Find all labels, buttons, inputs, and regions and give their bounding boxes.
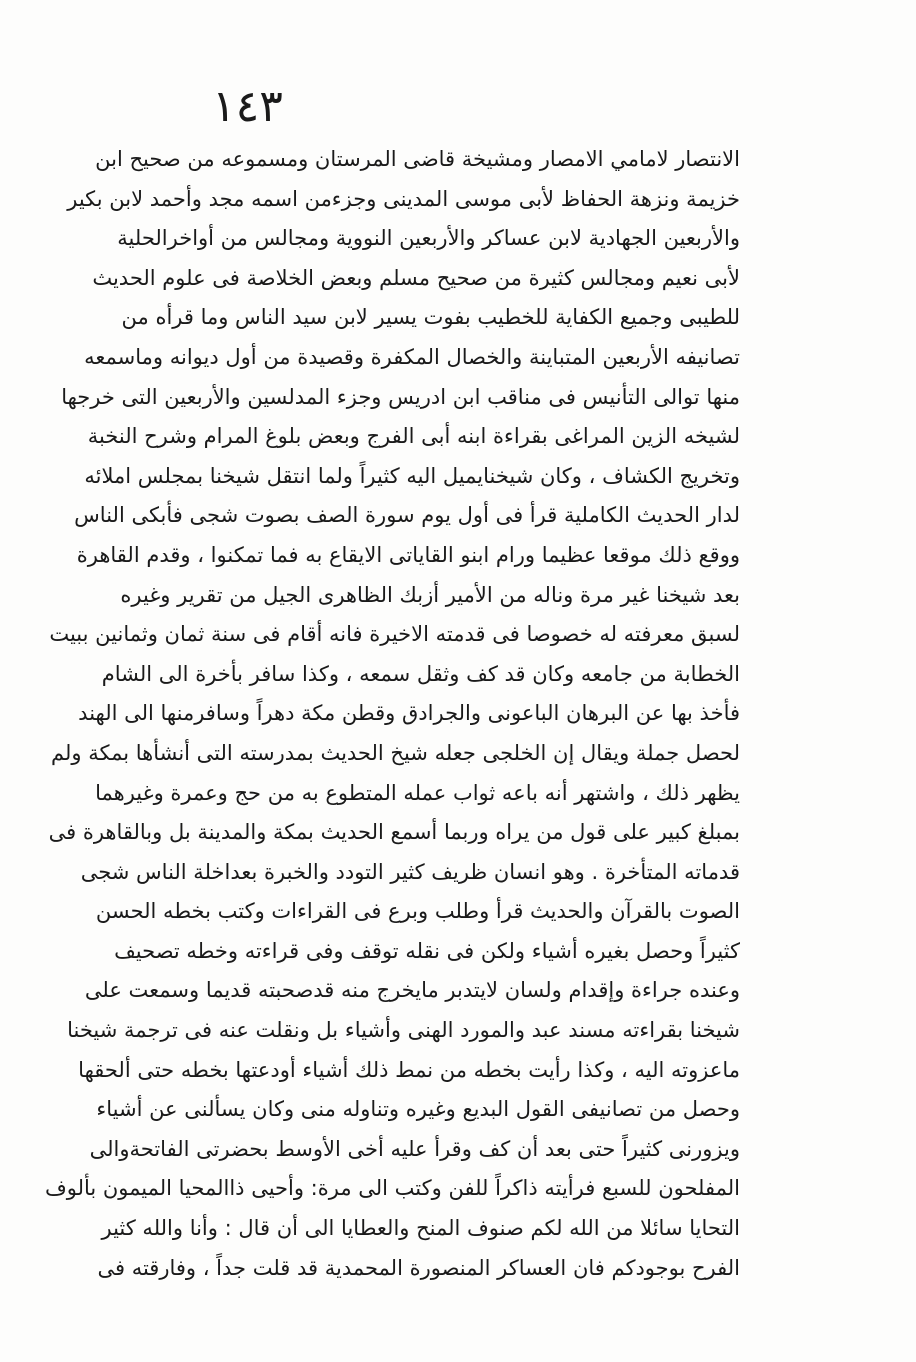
text-line: كثيراً وحصل بغيره أشياء ولكن فى نقله توقف وفى قراءته وخطه تصحيف — [114, 938, 740, 963]
body-text — [44, 140, 740, 1288]
text-line: المفلحون للسبع فرأيته ذاكراً للفن وكتب الى مرة: وأحيى ذاالمحيا الميمون بألوف — [44, 1176, 740, 1201]
text-line: ووقع ذلك موقعا عظيما ورام ابنو القاياتى الايقاع به فما تمكنوا ، وقدم القاهرة — [76, 542, 740, 567]
text-line: الانتصار لامامي الامصار ومشيخة قاضى المرستان ومسموعه من صحيح ابن — [95, 147, 740, 171]
text-line: التحايا سائلا من الله لكم صنوف المنح والعطايا الى أن قال : وأنا والله كثير — [101, 1216, 740, 1241]
text-line: لأبى نعيم ومجالس كثيرة من صحيح مسلم وبعض الخلاصة فى علوم الحديث — [92, 265, 740, 290]
text-line: تصانيفه الأربعين المتباينة والخصال المكفرة وقصيدة من أول ديوانه وماسمعه — [84, 344, 740, 369]
text-line: الخطابة من جامعه وكان قد كف وثقل سمعه ، وكذا سافر بأخرة الى الشام — [101, 661, 740, 686]
text-line: وحصل من تصانيفى القول البديع وغيره وتناوله منى وكان يسألنى عن أشياء — [96, 1097, 740, 1122]
text-line: الفرح بوجودكم فان العساكر المنصورة المحمدية قد قلت جداً ، وفارقته فى — [97, 1255, 740, 1280]
page-number: ١٤٣ — [212, 81, 283, 132]
text-line: خزيمة ونزهة الحفاظ لأبى موسى المدينى وجزءمن اسمه مجد وأحمد لابن بكير — [67, 186, 740, 211]
text-line: بمبلغ كبير على قول من يراه وربما أسمع الحديث بمكة والمدينة بل وبالقاهرة فى — [48, 820, 740, 845]
text-line: ويزورنى كثيراً حتى بعد أن كف وقرأ عليه أخى الأوسط بحضرتى الفاتحةوالى — [89, 1136, 740, 1161]
text-line: والأربعين الجهادية لابن عساكر والأربعين النووية ومجالس من أواخرالحلية — [117, 226, 740, 251]
text-line: وعنده جراءة وإقدام ولسان لايتدبر مايخرج منه قدصحبته قديما وسمعت على — [84, 978, 740, 1003]
text-line: ماعزوته اليه ، وكذا رأيت بخطه من نمط ذلك أشياء أودعتها بخطه حتى ألحقها — [78, 1057, 740, 1082]
text-line: بعد شيخنا غير مرة وناله من الأمير أزبك الظاهرى الجيل من تقرير وغيره — [120, 582, 740, 607]
text-line: وتخريج الكشاف ، وكان شيخنايميل اليه كثيراً ولما انتقل شيخنا بمجلس املائه — [84, 463, 740, 488]
text-line: الصوت بالقرآن والحديث قرأ وطلب وبرع فى القراءات وكتب بخطه الحسن — [95, 899, 740, 924]
text-line: منها توالى التأنيس فى مناقب ابن ادريس وجزء المدلسين والأربعين التى خرجها — [61, 384, 740, 409]
text-line: لسبق معرفته له خصوصا فى قدمته الاخيرة فانه أقام فى سنة ثمان وثمانين ببيت — [49, 622, 740, 647]
text-line: فأخذ بها عن البرهان الباعونى والجرادق وقطن مكة دهراً وسافرمنها الى الهند — [78, 701, 740, 726]
text-line: يظهر ذلك ، واشتهر أنه باعه ثواب عمله المتطوع به من حج وعمرة وغيرهما — [95, 780, 740, 805]
text-line: لحصل جملة ويقال إن الخلجى جعله شيخ الحديث بمدرسته التى أنشأها بمكة ولم — [51, 740, 740, 765]
text-line: للطيبى وجميع الكفاية للخطيب بفوت يسير لابن سيد الناس وما قرأه من — [121, 305, 740, 330]
text-line: قدماته المتأخرة . وهو انسان ظريف كثير التودد والخبرة بعداخلة الناس شجى — [80, 859, 740, 884]
text-line: لدار الحديث الكاملية قرأ فى أول يوم سورة الصف بصوت شجى فأبكى الناس — [74, 503, 740, 528]
text-line: شيخنا بقراءته مسند عبد والمورد الهنى وأشياء بل ونقلت عنه فى ترجمة شيخنا — [67, 1018, 740, 1043]
text-line: لشيخه الزين المراغى بقراءة ابنه أبى الفرج وبعض بلوغ المرام وشرح النخبة — [87, 424, 740, 449]
